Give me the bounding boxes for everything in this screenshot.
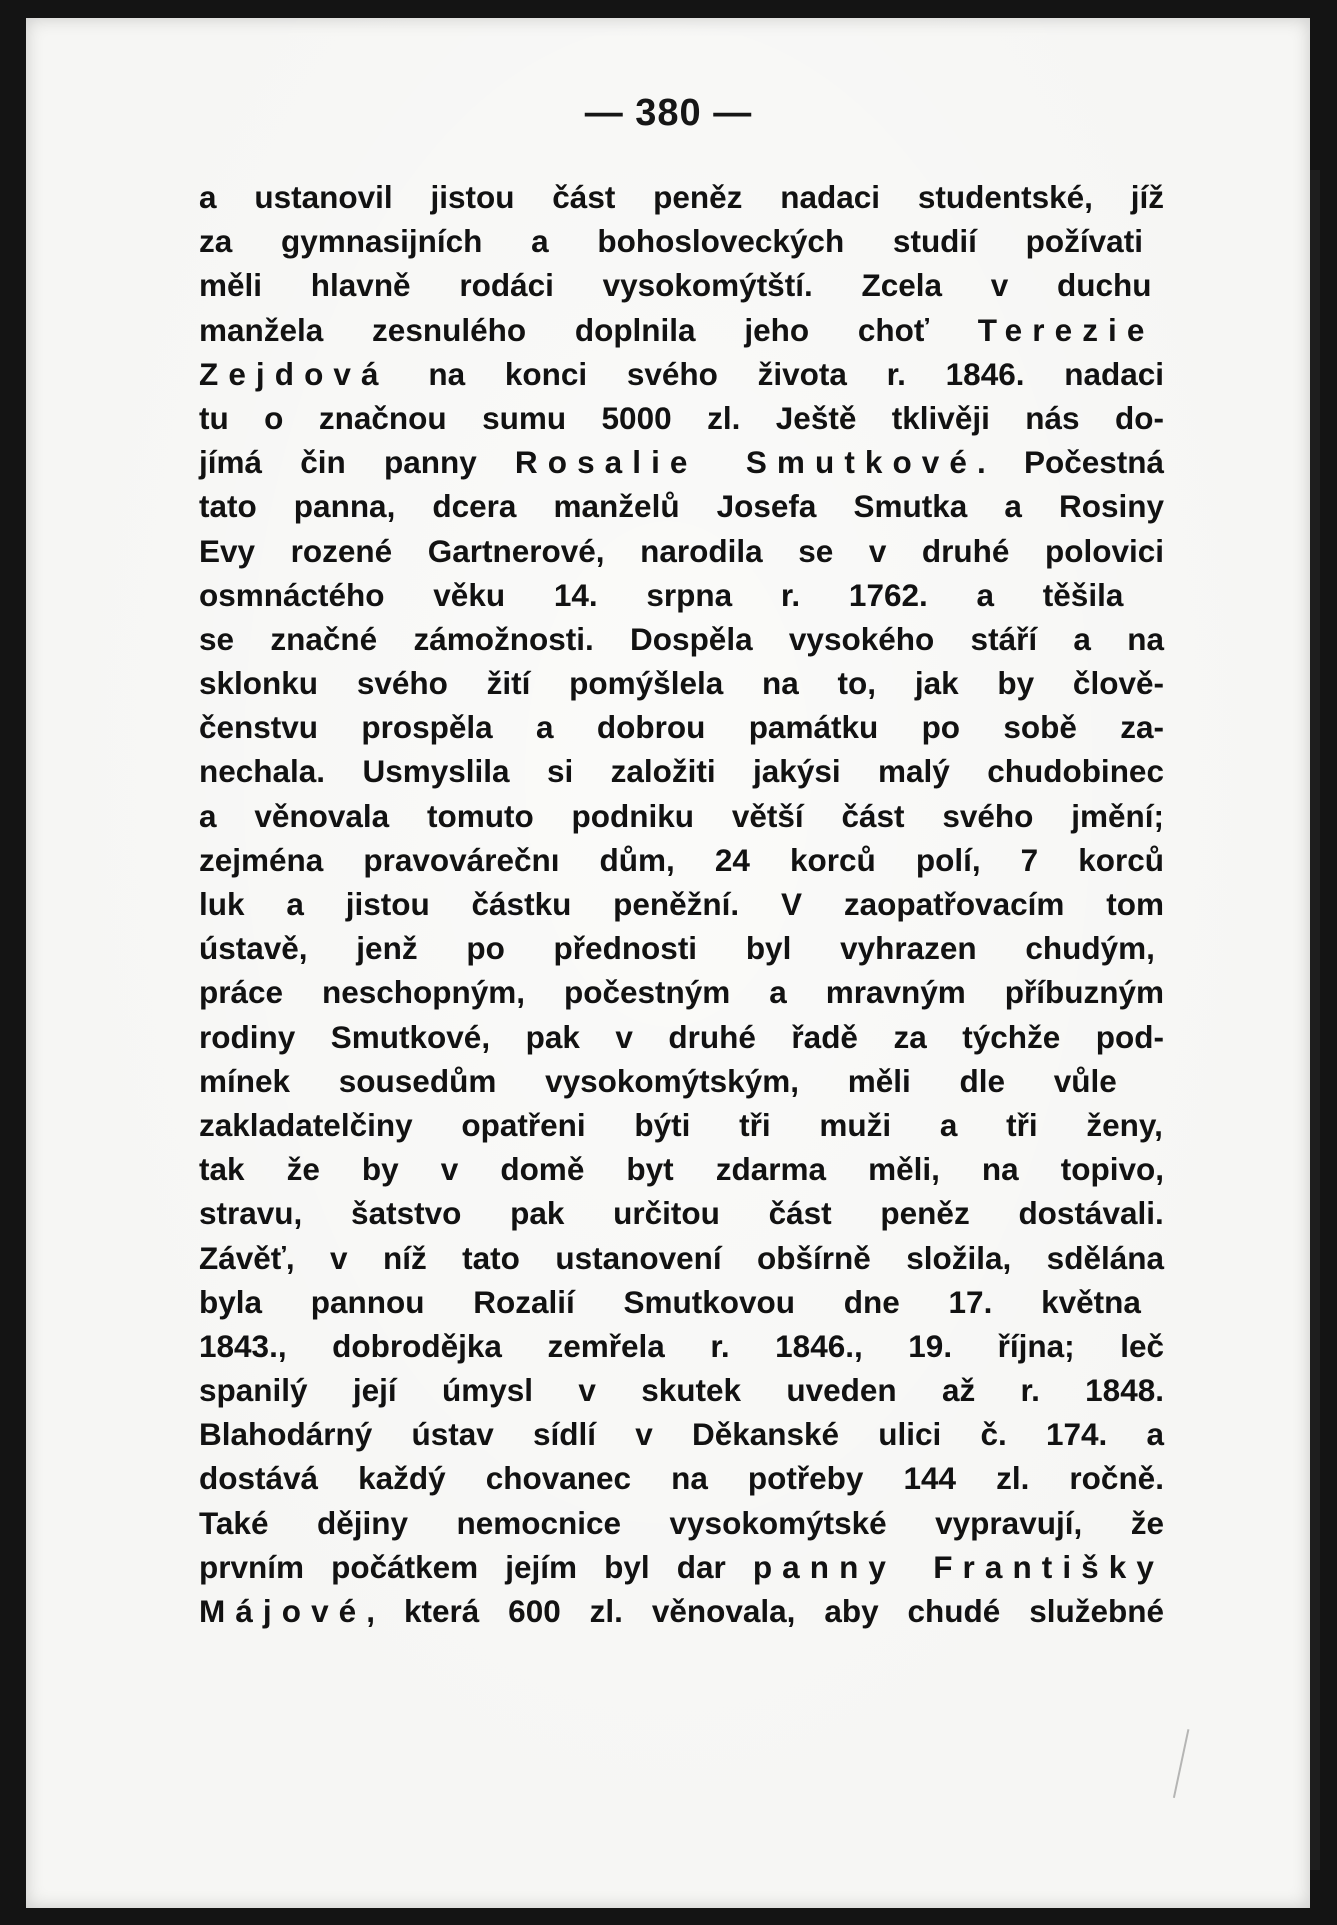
text-line [199, 440, 1164, 484]
text-line: a věnovala tomuto podniku větší část svého jmění; [199, 797, 1165, 834]
text-line: práce neschopným, počestným a mravným příbuzným [199, 974, 1165, 1011]
text-line: zejména pravovárečnı dům, 24 korců polí, 7 korců [199, 841, 1165, 878]
text-line: Blahodárný ústav sídlí v Děkanské ulici č. 174. a [199, 1416, 1165, 1453]
text-line: spanilý její úmysl v skutek uveden až r. 1848. [199, 1372, 1164, 1409]
page-edge-shadow [1310, 170, 1320, 1870]
text-line: Také dějiny nemocnice vysokomýtské vypravují, že [199, 1504, 1164, 1541]
text-line: zakladatelčiny opatřeni býti tři muži a tři ženy, [199, 1106, 1163, 1143]
text-line: Evy rozené Gartnerové, narodila se v druhé polovici [199, 532, 1164, 569]
text-segment: na konci svého života r. 1846. nadaci [388, 355, 1165, 392]
text-line [199, 1589, 1164, 1633]
text-line: za gymnasijních a bohosloveckých studií požívati [199, 223, 1143, 260]
spaced-name: Zejdová [199, 355, 389, 392]
text-segment: , která 600 zl. věnovala, aby chudé služebné [366, 1593, 1165, 1629]
text-line: rodiny Smutkové, pak v druhé řadě za týchže pod- [199, 1018, 1165, 1055]
text-line: sklonku svého žití pomýšlela na to, jak by člově- [199, 665, 1164, 702]
text-segment: . Počestná [977, 444, 1165, 481]
text-line: a ustanovil jistou část peněz nadaci studentské, jíž [199, 179, 1165, 215]
text-line: osmnáctého věku 14. srpna r. 1762. a těšila [199, 576, 1124, 613]
spaced-name: Májové [199, 1593, 367, 1629]
text-segment: manžela zesnulého doplnila jeho choť [199, 311, 978, 348]
text-line: dostává každý chovanec na potřeby 144 zl. ročně. [199, 1460, 1164, 1497]
text-line [199, 308, 1164, 352]
text-line: měli hlavně rodáci vysokomýtští. Zcela v duchu [199, 267, 1152, 304]
text-segment: prvním počátkem jejím byl dar [199, 1548, 753, 1585]
text-line: čenstvu prospěla a dobrou památku po sobě za- [199, 709, 1165, 746]
text-line: stravu, šatstvo pak určitou část peněz dostávali. [199, 1195, 1164, 1232]
body-text [199, 175, 1164, 1633]
text-line: se značné zámožnosti. Dospěla vysokého stáří a na [199, 620, 1165, 657]
text-line [199, 1545, 1164, 1589]
text-segment: jímá čin panny [199, 444, 515, 481]
spaced-name: panny Františky [752, 1548, 1164, 1585]
spaced-name: Terezie [977, 311, 1155, 348]
text-line [199, 352, 1164, 396]
text-line: byla pannou Rozalií Smutkovou dne 17. května [199, 1283, 1141, 1320]
text-line: 1843., dobrodějka zemřela r. 1846., 19. října; leč [199, 1327, 1164, 1364]
text-line: mínek sousedům vysokomýtským, měli dle vůle [199, 1062, 1117, 1099]
text-line: ústavě, jenž po přednosti byl vyhrazen chudým, [199, 930, 1155, 967]
text-line: luk a jistou částku peněžní. V zaopatřovacím tom [199, 886, 1164, 922]
text-line: tu o značnou sumu 5000 zl. Ještě tklivěji nás do- [199, 399, 1164, 436]
page-number: — 380 — [584, 92, 753, 134]
text-line: Závěť, v níž tato ustanovení obšírně složila, sdělána [199, 1239, 1164, 1276]
spaced-name: Rosalie Smutkové [514, 444, 978, 481]
text-line: tak že by v domě byt zdarma měli, na topivo, [199, 1151, 1164, 1188]
text-line: nechala. Usmyslila si založiti jakýsi malý chudobinec [199, 753, 1164, 790]
text-line: tato panna, dcera manželů Josefa Smutka a Rosiny [199, 488, 1164, 525]
